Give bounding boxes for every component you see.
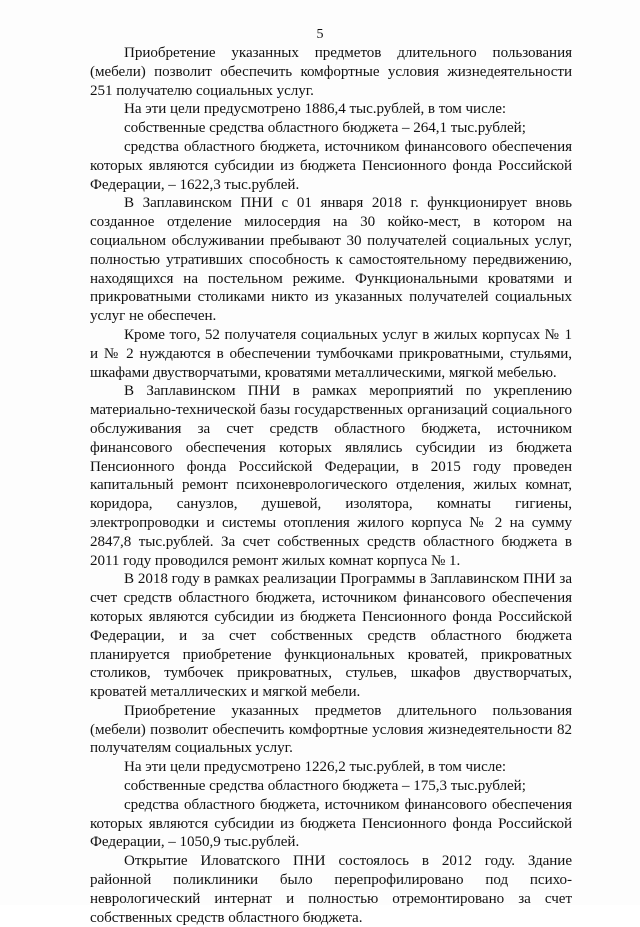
paragraph-own-funds-264: собственные средства областного бюджета – 264,1 тыс.рублей; (124, 120, 526, 137)
paragraph-furniture-benefit-251: Приобретение указанных предметов длительного пользования (мебели) позволит обеспечить комфортные условия жизнедеятельности 251 получателю социальных услуг. (90, 45, 572, 99)
paragraph-mercy-department: В Заплавинском ПНИ с 01 января 2018 г. функционирует вновь созданное отделение милосердия на 30 койко-мест, в котором на социальном обслуживании пребывают 30 получателей социальных услуг, полностью утративших способность к самостоятельному передвижению, находящихся на постельном режиме. Функциональными кроватями и прикроватными столиками никто из указанных получателей социальных услуг не обеспечен. (90, 195, 572, 325)
paragraph-pension-fund-1050: средства областного бюджета, источником финансового обеспечения которых являются субсидии из бюджета Пенсионного фонда Российской Федерации, – 1050,9 тыс.рублей. (90, 796, 572, 851)
paragraph-52-recipients: Кроме того, 52 получателя социальных услуг в жилых корпусах № 1 и № 2 нуждаются в обеспечении тумбочками прикроватными, стульями, шкафами двустворчатыми, кроватями металлическими, мягкой мебелью. (90, 326, 572, 381)
paragraph-capital-repair-2015: В Заплавинском ПНИ в рамках мероприятий по укреплению материально-технической базы государственных организаций социального обслуживания за счет средств областного бюджета, источником финансового обеспечения которых являлись субсидии из бюджета Пенсионного фонда Российской Федерации, в 2015 году проведен капитальный ремонт психоневрологического отделения, жилых комнат, коридора, санузлов, душевой, изолятора, комнаты гигиены, электропроводки и системы отопления жилого корпуса № 2 на сумму 2847,8 тыс.рублей. За счет собственных средств областного бюджета в 2011 году проводился ремонт жилых комнат корпуса № 1. (90, 383, 572, 569)
paragraph-funding-total-1226: На эти цели предусмотрено 1226,2 тыс.рублей, в том числе: (124, 759, 507, 776)
paragraph-furniture-benefit-82: Приобретение указанных предметов длительного пользования (мебели) позволит обеспечить комфортные условия жизнедеятельности 82 получателям социальных услуг. (90, 702, 572, 757)
paragraph-program-2018: В 2018 году в рамках реализации Программы в Заплавинском ПНИ за счет средств областного бюджета, источником финансового обеспечения которых являются субсидии из бюджета Пенсионного фонда Российской Федерации, и за счет собственных средств областного бюджета планируется приобретение функциональных кроватей, прикроватных столиков, тумбочек прикроватных, стульев, шкафов двустворчатых, кроватей металлических и мягкой мебели. (90, 571, 572, 701)
paragraph-own-funds-175: собственные средства областного бюджета – 175,3 тыс.рублей; (124, 778, 526, 795)
page-number: 5 (316, 27, 324, 42)
paragraph-ilovatsky-opening: Открытие Иловатского ПНИ состоялось в 2012 году. Здание районной поликлиники было перепрофилировано под психо-неврологический интернат и полностью отремонтировано за счет собственных средств областного бюджета. (90, 853, 572, 926)
paragraph-pension-fund-1622: средства областного бюджета, источником финансового обеспечения которых являются субсидии из бюджета Пенсионного фонда Российской Федерации, – 1622,3 тыс.рублей. (90, 138, 572, 193)
document-body (90, 44, 572, 927)
paragraph-funding-total-1886: На эти цели предусмотрено 1886,4 тыс.рублей, в том числе: (124, 101, 507, 118)
